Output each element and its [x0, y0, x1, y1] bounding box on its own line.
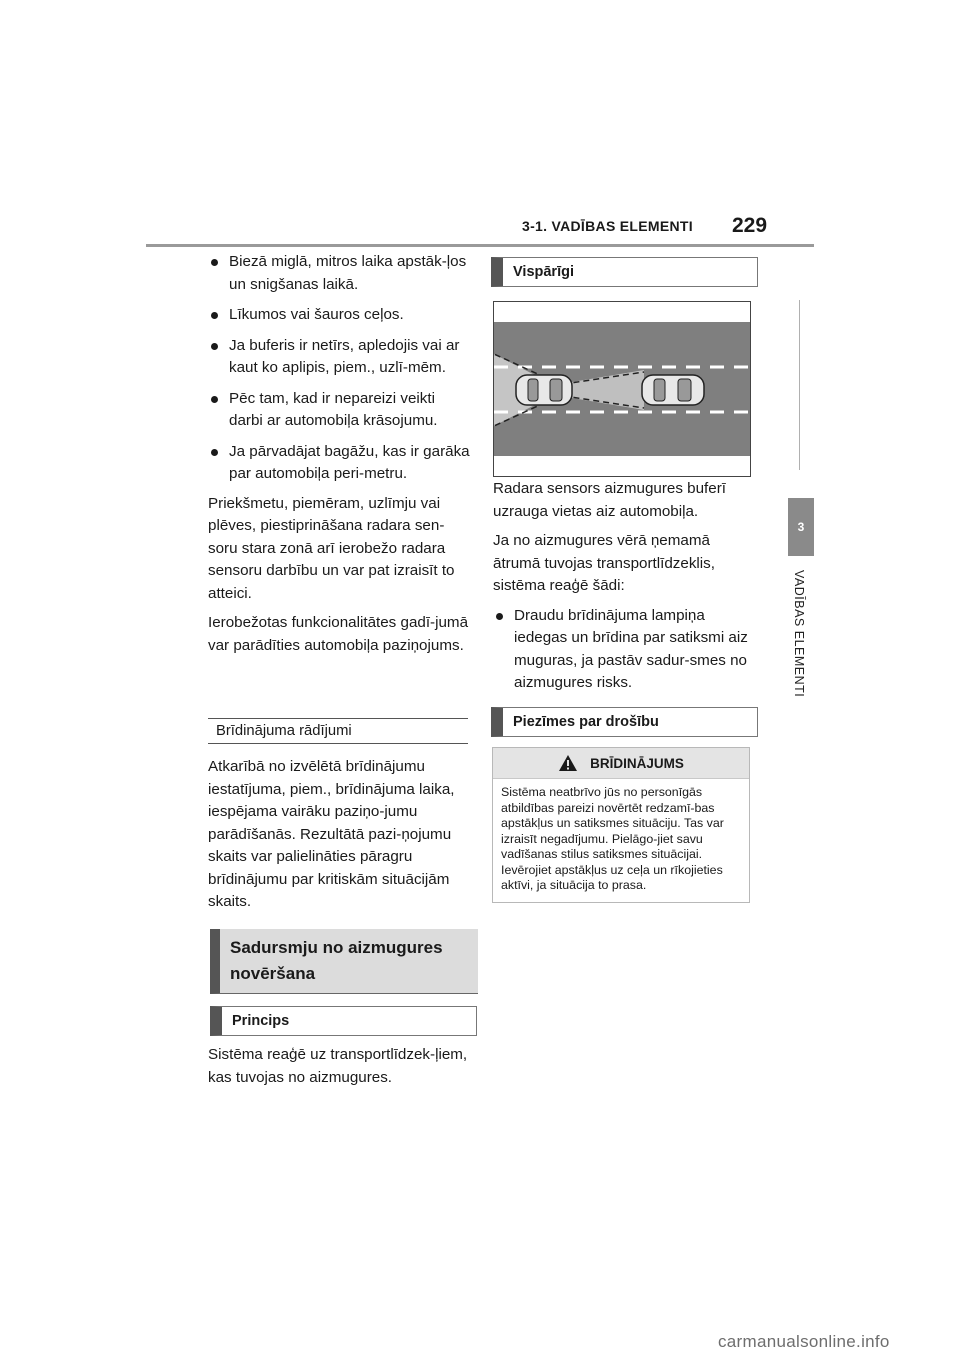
warning-triangle-icon	[558, 754, 578, 772]
chapter-side-label: VADĪBAS ELEMENTI	[792, 570, 806, 698]
subheading-general: Vispārīgi	[491, 257, 758, 287]
subheading-principle: Princips	[210, 1006, 477, 1036]
bullet-icon	[211, 312, 218, 319]
chapter-tab: 3	[788, 498, 814, 556]
bullet-icon	[211, 396, 218, 403]
warning-text: Sistēma neatbrīvo jūs no personīgās atbildības pareizi novērtēt redzamī-bas apstākļus un satiksmes situāciju. Tas var izraisīt negadījumu. Pielāgo-jiet savu vadīšanas stilus satiksmes situācijai. Ievērojiet apstākļus uz ceļa un rīkojieties aktīvi, ja situācija to prasa.	[501, 785, 724, 892]
paragraph: Ja no aizmugures vērā ņemamā ātrumā tuvojas transportlīdzeklis, sistēma reaģē šādi:	[493, 532, 715, 594]
page-number: 229	[732, 214, 768, 237]
subheading-safety-notes: Piezīmes par drošību	[491, 707, 758, 737]
running-header-section: 3-1. VADĪBAS ELEMENTI	[522, 218, 693, 234]
list-item: Draudu brīdinājuma lampiņa iedegas un brīdina par satiksmi aiz muguras, ja pastāv sadur-smes no aizmugures risks.	[493, 605, 755, 695]
limitations-list	[208, 251, 470, 486]
side-divider	[799, 300, 800, 470]
list-item: Ja buferis ir netīrs, apledojis vai ar kaut ko aplipis, piem., uzlī-mēm.	[208, 335, 470, 380]
left-column-end	[208, 1044, 470, 1096]
section-heading: Sadursmju no aizmugures novēršana	[210, 929, 478, 994]
list-item: Līkumos vai šauros ceļos.	[208, 304, 470, 327]
warning-box	[492, 747, 750, 903]
warning-title: BRĪDINĀJUMS	[590, 755, 684, 771]
paragraph: Ierobežotas funkcionalitātes gadī-jumā var parādīties automobiļa paziņojums.	[208, 614, 469, 654]
warning-header	[493, 748, 749, 779]
car-rear-icon	[516, 375, 572, 405]
bullet-icon	[211, 449, 218, 456]
bullet-icon	[211, 343, 218, 350]
right-column-text	[493, 478, 755, 703]
header-rule	[146, 244, 814, 247]
paragraph: Radara sensors aizmugures buferī uzrauga vietas aiz automobiļa.	[493, 480, 726, 520]
paragraph: Atkarībā no izvēlētā brīdinājumu iestatījuma, piem., brīdinājuma laika, iespējama vairāku paziņo-jumu parādīšanās. Rezultātā pazi-ņojumu skaits var palielināties pāragru brīdinājumu par kritiskām situācijām skaits.	[208, 758, 455, 910]
reaction-list	[493, 605, 755, 695]
road-diagram	[494, 302, 750, 476]
left-column	[208, 251, 470, 664]
radar-illustration	[493, 301, 751, 477]
list-item: Biezā miglā, mitros laika apstāk-ļos un snigšanas laikā.	[208, 251, 470, 296]
caption-warning-displays: Brīdinājuma rādījumi	[208, 718, 468, 744]
paragraph: Priekšmetu, piemēram, uzlīmju vai plēves, piestiprināšana radara sen-soru stara zonā arī ierobežo radara sensoru darbību un var pat izraisīt to atteici.	[208, 494, 455, 602]
bullet-icon	[211, 259, 218, 266]
list-item: Ja pārvadājat bagāžu, kas ir garāka par automobiļa peri-metru.	[208, 441, 470, 486]
paragraph: Sistēma reaģē uz transportlīdzek-ļiem, kas tuvojas no aizmugures.	[208, 1046, 468, 1086]
left-column-lower	[208, 756, 470, 921]
bullet-icon	[496, 613, 503, 620]
list-item: Pēc tam, kad ir nepareizi veikti darbi ar automobiļa krāsojumu.	[208, 388, 470, 433]
car-front-icon	[642, 375, 704, 405]
watermark: carmanualsonline.info	[718, 1332, 890, 1351]
